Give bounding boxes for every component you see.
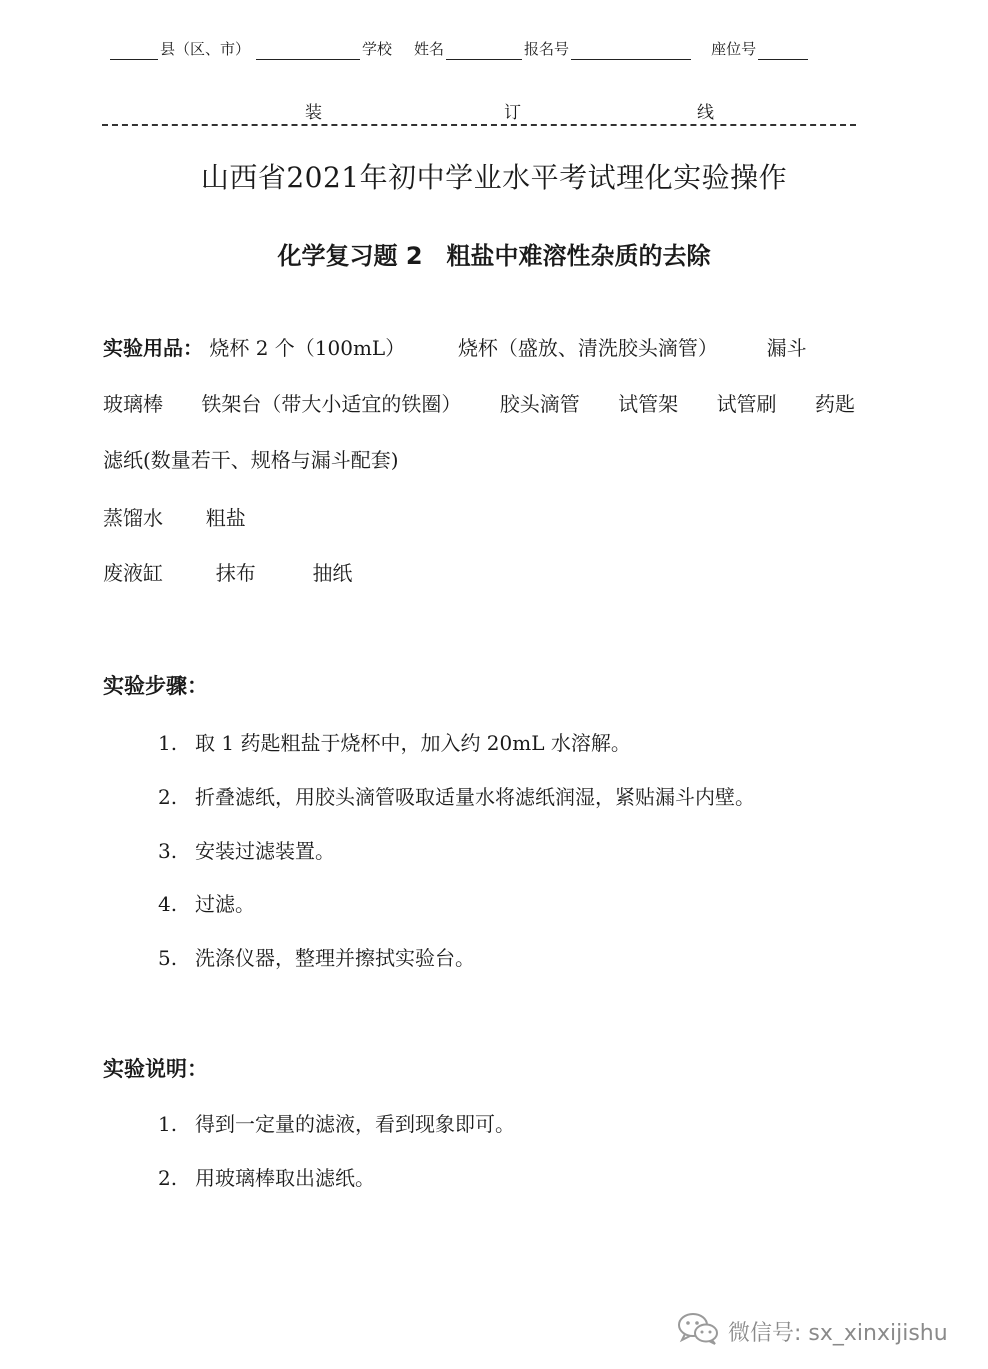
binding-char: 装 (305, 103, 322, 123)
name-blank[interactable] (446, 41, 522, 60)
materials-line-2 (103, 390, 855, 418)
binding-cut-line (102, 124, 856, 126)
material-item: 药匙 (814, 392, 855, 416)
wechat-watermark (676, 1310, 948, 1352)
binding-line-labels (0, 98, 988, 122)
step-text: 取 1 药匙粗盐于烧杯中，加入约 20mL 水溶解。 (195, 731, 631, 755)
exam-header-row (108, 38, 810, 60)
seat-no-label: 座位号 (711, 40, 757, 58)
county-label: 县（区、市） (160, 40, 251, 58)
material-item: 漏斗 (766, 336, 807, 360)
name-label: 姓名 (414, 40, 445, 58)
page-subtitle: 化学复习题 2 粗盐中难溶性杂质的去除 (277, 242, 711, 270)
step-number: 3. (158, 839, 178, 863)
note-number: 2. (158, 1166, 178, 1190)
reg-no-label: 报名号 (524, 40, 570, 58)
binding-char: 订 (504, 103, 521, 123)
materials-line-1 (103, 334, 807, 362)
watermark-text: 微信号: sx_xinxijishu (728, 1320, 948, 1346)
step-text: 折叠滤纸，用胶头滴管吸取适量水将滤纸润湿，紧贴漏斗内壁。 (195, 785, 755, 809)
step-text: 洗涤仪器，整理并擦拭实验台。 (195, 946, 475, 970)
materials-line-3 (103, 446, 399, 474)
step-number: 1. (158, 731, 178, 755)
material-item: 烧杯（盛放、清洗胶头滴管） (457, 336, 718, 360)
wechat-icon (676, 1310, 728, 1352)
material-item: 废液缸 (103, 561, 163, 585)
binding-char: 线 (697, 103, 714, 123)
step-text: 过滤。 (195, 892, 255, 916)
material-item: 试管刷 (716, 392, 777, 416)
note-text: 得到一定量的滤液，看到现象即可。 (195, 1112, 515, 1136)
material-item: 蒸馏水 (103, 506, 163, 530)
step-number: 2. (158, 785, 178, 809)
material-item: 滤纸(数量若干、规格与漏斗配套) (103, 448, 399, 472)
material-item: 胶头滴管 (499, 392, 580, 416)
material-item: 试管架 (618, 392, 679, 416)
material-item: 粗盐 (205, 506, 246, 530)
materials-label: 实验用品： (103, 336, 203, 360)
school-label: 学校 (362, 40, 393, 58)
step-text: 安装过滤装置。 (195, 839, 335, 863)
note-number: 1. (158, 1112, 178, 1136)
notes-heading: 实验说明： (103, 1057, 208, 1081)
reg-no-blank[interactable] (571, 41, 691, 60)
steps-heading: 实验步骤： (103, 674, 208, 698)
material-item: 烧杯 2 个（100mL） (209, 336, 406, 360)
page-title: 山西省2021年初中学业水平考试理化实验操作 (200, 161, 788, 194)
material-item: 抹布 (215, 561, 256, 585)
materials-line-5 (103, 559, 352, 587)
step-number: 5. (158, 946, 178, 970)
county-blank[interactable] (110, 41, 158, 60)
material-item: 铁架台（带大小适宜的铁圈） (201, 392, 462, 416)
step-number: 4. (158, 892, 178, 916)
seat-no-blank[interactable] (758, 41, 808, 60)
material-item: 抽纸 (312, 561, 353, 585)
material-item: 玻璃棒 (103, 392, 163, 416)
note-text: 用玻璃棒取出滤纸。 (195, 1166, 375, 1190)
school-blank[interactable] (256, 41, 360, 60)
materials-line-4 (103, 504, 246, 532)
